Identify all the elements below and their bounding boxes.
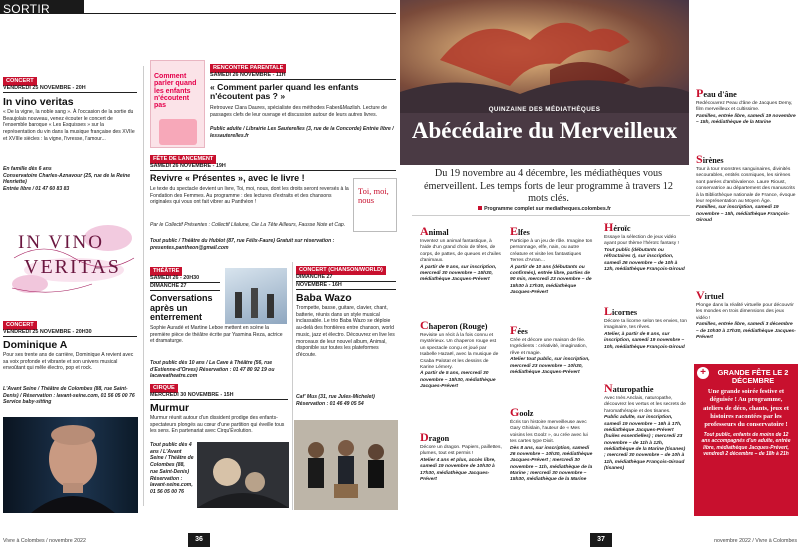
fete-info: Tout public, enfants de moins de 12 ans accompagnés d'un adulte, entrée libre, médiathèque Jacques-Prévert, vendredi 2 décembre – de 18h à 21h <box>701 431 791 458</box>
entry-info: Atelier 4 ans et plus, accès libre, samedi 19 novembre de 10h30 à 17h30, médiathèque Jacques-Prévert <box>420 457 496 482</box>
event-title: Baba Wazo <box>296 292 352 304</box>
entry-heading: Elfes <box>510 224 530 238</box>
column-divider <box>143 66 144 506</box>
entry-heading: Sirènes <box>696 152 724 166</box>
entry-elfes <box>510 224 594 296</box>
event-title: Revivre « Présentes », avec le livre ! <box>150 173 305 183</box>
abecedaire-lead: Du 19 novembre au 4 décembre, les médiathèques vous émerveillent. Les temps forts de leur programme à travers 12 mots clés. <box>424 168 673 205</box>
entry-info: Dès 8 ans, sur inscription, samedi 26 novembre – 10h30, médiathèque Jacques-Prévert ; mercredi 30 novembre – 11h, médiathèque de la Marine ; mercredi 30 novembre – 15h30, médiathèque de la Marine <box>510 445 593 483</box>
event-body: Retrouvez Clara Daures, spécialiste des méthodes Faber&Mazlish. Lecture de passages clefs de leur ouvrage et discussion autour de leurs autres livres. <box>210 105 387 118</box>
event-date: VENDREDI 25 NOVEMBRE - 20H <box>3 85 137 93</box>
logo-line-2: VERITAS <box>24 256 121 278</box>
event-title: Murmur <box>150 402 190 414</box>
category-tag: CONCERT <box>3 321 37 330</box>
entry-heading: Goolz <box>510 405 534 419</box>
event-body: Sophie Auradé et Martine Leboe mettent en scène la première pièce de théâtre écrite par Yasmina Reza, actrice et dramaturge. <box>150 325 283 345</box>
event-info: Caf' Mus (31, rue Jules-Michelet) Réservation : 01 46 49 05 54 <box>296 394 375 407</box>
entry-naturopathie <box>604 381 688 473</box>
event-body: Pour ses trente ans de carrière, Dominique A revient avec sa voix profonde et vibrante et son univers musical envoûtant qui mêle électro, pop et rock. <box>3 352 134 372</box>
entry-animal <box>420 224 502 284</box>
category-tag: CONCERT (CHANSON/WORLD) <box>296 266 386 275</box>
page-number: 36 <box>188 533 210 547</box>
event-date: DIMANCHE 27 <box>150 283 220 291</box>
event-body: « De la vigne, la noble sang ». À l'occasion de la sortie du Beaujolais nouveau, venez écouter le concert de l'ensemble baroque « Les Esquisses » sur la représentation du vin dans la musique française des XVIIe et XVIIIe siècles : la vigne, l'ivresse, l'amour... <box>3 109 135 142</box>
entry-virtuel <box>696 288 796 341</box>
event-title: « Comment parler quand les enfants n'écoutent pas ? » <box>210 82 359 102</box>
entry-info: Familles, entrée libre, samedi 19 novembre – 15h, médiathèque de la Marine <box>696 113 796 126</box>
entry-fees <box>510 323 594 376</box>
dragon-illustration <box>400 0 689 113</box>
event-date: SAMEDI 26 NOVEMBRE - 19H <box>150 163 396 171</box>
program-link-text: Programme complet sur mediatheques.colombes.fr <box>484 206 611 212</box>
entry-body: Revisite un récit à la fois connu et mystérieux. Un chaperon rouge est un spectacle conçu et joué par Isabelle Hazaël, avec la musique de Csaba Palotaï et les dessins de Karine Lémery. <box>420 333 499 370</box>
entry-info: À partir de 5 ans, mercredi 30 novembre – 15h30, médiathèque Jacques-Prévert <box>420 371 496 389</box>
dominique-a-photo <box>3 417 138 513</box>
in-vino-veritas-logo <box>8 218 140 300</box>
book-cover <box>150 60 205 148</box>
entry-heading: Dragon <box>420 430 450 444</box>
entry-info: Familles, sur inscription, samedi 19 novembre – 15h, médiathèque François-Giroud <box>696 205 790 223</box>
entry-info: Atelier, à partir de 6 ans, sur inscription, samedi 19 novembre – 10h, médiathèque François-Giroud <box>604 331 685 350</box>
program-link[interactable] <box>400 206 689 212</box>
event-title: Dominique A <box>3 339 68 351</box>
entry-heading: Fées <box>510 323 528 337</box>
category-tag: CIRQUE <box>150 384 178 393</box>
event-info: Tout public / Théâtre du Hublot (87, rue Félix-Faure) Gratuit sur réservation : presentes.pantheon@gmail.com <box>150 238 335 251</box>
event-title: In vino veritas <box>3 96 74 108</box>
category-tag: FÊTE DE LANCEMENT <box>150 155 216 164</box>
category-tag: CONCERT <box>3 77 37 86</box>
section-header <box>0 0 84 14</box>
event-body: Trompette, basse, guitare, clavier, chant, batterie, réunis dans un style musical inclassable. Le trio Baba Wazo se déploie au-delà des frontières entre chanson, world music, jazz et électro. Découvrez en live les morceaux de leur nouvel album, Animal, disponible sur toutes les plateformes d'écoute. <box>296 305 395 359</box>
entry-heading: Peau d'âne <box>696 86 737 100</box>
entry-sirenes <box>696 152 796 224</box>
entry-licornes <box>604 304 688 351</box>
entry-body: Inventez un animal fantastique, à l'aide d'un grand choix de têtes, de corps, de pattes, de queues et d'ailes d'animaux. <box>420 239 501 264</box>
section-title: SORTIR <box>3 2 50 16</box>
plus-icon: + <box>697 367 709 379</box>
entry-body: Plonge dans la réalité virtuelle pour découvrir les mondes en trois dimensions des jeux vidéo ! <box>696 303 794 321</box>
event-info: En famille dès 6 ans Conservatoire Charles-Aznavour (25, rue de la Reine Henriette) Entrée libre / 01 47 60 83 83 <box>3 166 131 193</box>
murmur-photo <box>197 442 289 508</box>
entry-info: À partir de 10 ans (débutants ou confirmés), entrée libre, parties de 90 min, mercredi 23 novembre – de 15h30 à 17h30, médiathèque Jacques-Prévert <box>510 264 592 295</box>
header-rule <box>84 13 396 14</box>
column-divider <box>292 262 293 510</box>
event-info: Tout public dès 4 ans / L'Avant Seine / Théâtre de Colombes (88, rue Saint-Denis) Réservation : lavant-seine.com, 01 56 05 00 76 <box>150 442 194 496</box>
footer-right: novembre 2022 / Vivre à Colombes <box>714 538 797 544</box>
event-date: DIMANCHE 27 <box>296 274 396 282</box>
event-title: Conversations après un enterrement <box>150 293 213 323</box>
entry-heading: Animal <box>420 224 449 238</box>
category-tag: THÉÂTRE <box>150 267 182 276</box>
abecedaire-title: Abécédaire du Merveilleux <box>411 118 678 143</box>
book-title: Toi, moi, nous <box>358 186 389 205</box>
entry-heading: Licornes <box>604 304 638 318</box>
event-info: L'Avant Seine / Théâtre de Colombes (88, rue Saint-Denis) / Réservation : lavant-seine.com, 01 56 05 00 76 Service baby-sitting <box>3 386 135 406</box>
event-info: Tout public dès 10 ans / La Cave à Théâtre (56, rue d'Estienne-d'Orves) Réservation : 01 47 80 92 19 ou lacaveatheatre.com <box>150 360 275 380</box>
fete-title: GRANDE FÊTE LE 2 DÉCEMBRE <box>717 368 789 386</box>
category-tag: RENCONTRE PARENTALE <box>210 64 286 73</box>
entry-body: Tour à tour monstres sanguinaires, divinités secourables, entités cosmiques, les sirènes sont parées d'ambivalence. Laure Rioust, conservatrice au département des manuscrits à la Bibliothèque nationale de France, évoque leur représentation au Moyen Âge. <box>696 167 796 204</box>
entry-heading: Naturopathie <box>604 381 654 395</box>
event-date: NOVEMBRE - 16H <box>296 282 396 290</box>
entry-body: Avec Inès Anclais, naturopathe, découvrez les vertus et les secrets de l'aromathérapie et des tisanes. <box>604 396 686 414</box>
entry-heading: Virtuel <box>696 288 724 302</box>
rule <box>412 215 690 216</box>
entry-info: Tout public (débutants ou réfractaires !), sur inscription, samedi 26 novembre – de 10h à 12h, médiathèque François-Giroud <box>604 247 685 272</box>
abecedaire-kicker: QUINZAINE DES MÉDIATHÈQUES <box>488 106 601 113</box>
event-date: SAMEDI 26 - 20H30 <box>150 275 220 283</box>
footer-left: Vivre à Colombes / novembre 2022 <box>3 538 86 544</box>
event-credits: Par le Collectif Présentes : Collectif Lilalune, Cie La Tête Ailleurs, Fausse Note et Cap. <box>150 222 346 228</box>
page-number: 37 <box>590 533 612 547</box>
entry-info: Familles, entrée libre, samedi 3 décembre – de 10h30 à 17h30, médiathèque Jacques-Prévert <box>696 322 796 340</box>
baba-wazo-photo <box>294 420 398 510</box>
entry-dragon <box>420 430 502 483</box>
theatre-poster <box>225 268 287 324</box>
event-info: Public adulte / Librairie Les Sauterelles (3, rue de la Concorde) Entrée libre / lessauterelles.fr <box>210 126 394 139</box>
entry-info: Atelier tout public, sur inscription, mercredi 23 novembre – 10h30, médiathèque Jacques-Prévert <box>510 357 590 375</box>
entry-body: Essaye la sélection de jeux vidéo ayant pour thème l'héroïc fantasy ! <box>604 235 679 247</box>
entry-body: Redécouvrez Peau d'âne de Jacques Demy, film merveilleux et cultissime. <box>696 101 793 113</box>
entry-heading: Héroïc <box>604 220 631 234</box>
entry-heroic <box>604 220 688 273</box>
book-cover <box>353 178 397 232</box>
entry-body: Décore ta licorne selon tes envies, ton imaginaire, tes rêves. <box>604 319 687 331</box>
book-title: Comment parler quand les enfants n'écoutent pas <box>154 73 197 110</box>
entry-info: À partir de 9 ans, sur inscription, mercredi 30 novembre – 15h30, médiathèque Jacques-Prévert <box>420 264 497 283</box>
grande-fete-box <box>694 364 798 516</box>
entry-info: Public adulte, sur inscription, samedi 19 novembre – 16h à 17h, médiathèque Jacques-Prévert (huiles essentielles) ; mercredi 23 novembre – de 11h à 12h, médiathèque de la Marine (tisanes) ; mercredi 30 novembre – de 10h à 11h, médiathèque François-Giroud (tisanes) <box>604 415 686 472</box>
logo-line-1: IN VINO <box>18 232 104 253</box>
book-illustration <box>159 119 197 145</box>
entry-chaperon <box>420 318 502 390</box>
entry-body: Participe à un jeu de rôle. Imagine ton personnage, elfe, nain, ou autre créature et visite les fantastiques Terres d'Arran… <box>510 239 593 264</box>
entry-goolz <box>510 405 594 484</box>
entry-body: Écris ton histoire merveilleuse avec Gary Ghislain, l'auteur de « Mes voisins les Goolz », ou crée avec lui tes cartes type Dixit. <box>510 420 588 445</box>
entry-body: Décore un dragon. Papiers, paillettes, plumes, tout est permis ! <box>420 445 502 457</box>
event-body: Le texte du spectacle devient un livre, Toi, moi, nous, dont les droits seront reversés à la Fondation des Femmes. Au programme : des lectures d'extraits et des chansons originales qui vous ont fait vibrer au Panthéon ! <box>150 186 349 206</box>
fete-body: Une grande soirée festive et déguisée ! Au programme, ateliers de déco, chants, jeux et histoires racontées par les professeurs du conservatoire ! <box>703 388 789 428</box>
event-date: SAMEDI 26 NOVEMBRE - 11H <box>210 72 396 80</box>
event-date: MERCREDI 30 NOVEMBRE - 15H <box>150 392 288 400</box>
entry-body: Crée et décore une maison de fée. Ingrédients : créativité, imagination, rêve et magie. <box>510 338 587 356</box>
event-body: Murmur réunit autour d'un dissident prodige des enfants-spectateurs plongés au cœur d'une partition qui éveille tous les sens. En partenariat avec Cirqu'Évolution. <box>150 415 285 435</box>
entry-peau-dane <box>696 86 796 127</box>
event-date: VENDREDI 25 NOVEMBRE - 20H30 <box>3 329 137 337</box>
entry-heading: Chaperon (Rouge) <box>420 318 488 332</box>
